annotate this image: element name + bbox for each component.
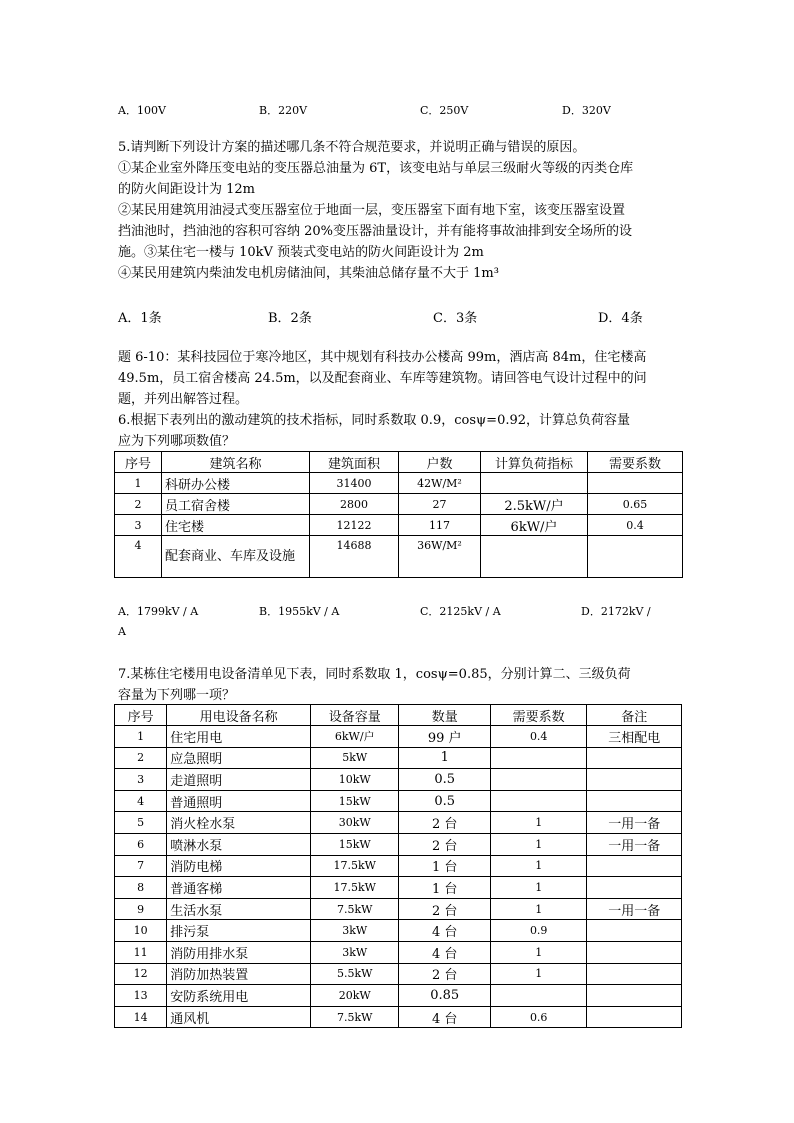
column-header: 备注 [587, 705, 682, 726]
table-cell: 员工宿舍楼 [162, 494, 310, 515]
table-cell [481, 473, 588, 494]
column-header: 需要系数 [490, 705, 587, 726]
option-a: A．1条 [118, 311, 162, 326]
table-row [115, 1006, 682, 1028]
table-row [115, 747, 682, 769]
table-cell [587, 941, 682, 963]
table-cell: 30kW [311, 812, 399, 834]
table-cell: 2 台 [399, 833, 490, 855]
table-cell: 4 台 [399, 920, 490, 942]
table-cell: 一用一备 [587, 898, 682, 920]
q5-options [118, 307, 678, 327]
table-row [115, 833, 682, 855]
table-row [115, 985, 682, 1007]
table-cell: 2 [115, 747, 167, 769]
table-cell [588, 473, 683, 494]
table-row [115, 769, 682, 791]
table-cell: 排污泵 [167, 920, 311, 942]
text-line: 题 6-10：某科技园位于寒冷地区，其中规划有科技办公楼高 99m，酒店高 84m，住宅楼高 [118, 350, 647, 365]
table-cell: 4 台 [399, 1006, 490, 1028]
text-line: 容量为下列哪一项？ [118, 688, 236, 703]
text-line: 5.请判断下列设计方案的描述哪几条不符合规范要求，并说明正确与错误的原因。 [118, 140, 586, 155]
text-line: 6.根据下表列出的激动建筑的技术指标，同时系数取 0.9，cosψ=0.92，计算总负荷容量 [118, 413, 631, 428]
table-cell: 99 户 [399, 726, 490, 748]
table-cell: 7.5kW [311, 1006, 399, 1028]
text-line: 应为下列哪项数值？ [118, 434, 236, 449]
table-cell: 喷淋水泵 [167, 833, 311, 855]
table-cell: 4 台 [399, 941, 490, 963]
table-cell [490, 747, 587, 769]
table-cell: 42W/M² [399, 473, 481, 494]
table-cell: 17.5kW [311, 855, 399, 877]
table-row [115, 898, 682, 920]
table-row [115, 494, 683, 515]
table-cell: 配套商业、车库及设施 [162, 536, 310, 578]
option-b: B．1955kV / A [259, 605, 340, 618]
table-cell: 5 [115, 812, 167, 834]
table-cell: 12122 [310, 515, 399, 536]
column-header: 户数 [399, 452, 481, 473]
text-line: 49.5m，员工宿舍楼高 24.5m，以及配套商业、车库等建筑物。请回答电气设计过程中的问 [118, 371, 647, 386]
text-line: 题，并列出解答过程。 [118, 392, 249, 407]
table-cell: 消火栓水泵 [167, 812, 311, 834]
table-cell [587, 877, 682, 899]
q6-options [118, 603, 678, 623]
table-cell: 1 [490, 898, 587, 920]
option-d-wrap: A [118, 625, 126, 638]
table-cell: 12 [115, 963, 167, 985]
table-cell: 31400 [310, 473, 399, 494]
table-cell: 17.5kW [311, 877, 399, 899]
option-c: C．3条 [433, 311, 478, 326]
table-row [115, 790, 682, 812]
option-c: C．2125kV / A [420, 605, 501, 618]
q7-question [118, 664, 683, 706]
table-cell: 8 [115, 877, 167, 899]
table-cell: 1 [490, 855, 587, 877]
column-header: 序号 [115, 705, 167, 726]
table-cell [587, 790, 682, 812]
table-cell [587, 769, 682, 791]
q6-options-wrap [118, 625, 678, 645]
q4-options [118, 102, 678, 122]
table-cell: 10kW [311, 769, 399, 791]
q6-question [118, 347, 683, 452]
table-cell: 1 台 [399, 855, 490, 877]
table-cell: 1 [115, 726, 167, 748]
table-cell: 3kW [311, 920, 399, 942]
text-line: 施。③某住宅一楼与 10kV 预装式变电站的防火间距设计为 2m [118, 245, 484, 260]
table-cell: 15kW [311, 790, 399, 812]
table-cell [587, 1006, 682, 1028]
table-cell [588, 536, 683, 578]
table-cell: 一用一备 [587, 812, 682, 834]
table-cell: 6 [115, 833, 167, 855]
table-cell: 1 [490, 812, 587, 834]
option-d: D．4条 [598, 311, 643, 326]
table-cell: 14 [115, 1006, 167, 1028]
table-cell: 0.4 [588, 515, 683, 536]
table-cell [587, 963, 682, 985]
table-cell: 普通照明 [167, 790, 311, 812]
table-cell: 住宅楼 [162, 515, 310, 536]
option-a: A．100V [118, 104, 166, 117]
option-d: D．2172kV / [581, 605, 651, 618]
table-cell: 2 台 [399, 898, 490, 920]
table-cell: 0.9 [490, 920, 587, 942]
table-cell [587, 985, 682, 1007]
text-line: 7.某栋住宅楼用电设备清单见下表，同时系数取 1，cosψ=0.85，分别计算二、三级负荷 [118, 667, 631, 682]
table-cell: 2.5kW/户 [481, 494, 588, 515]
table-cell [587, 747, 682, 769]
table-cell: 生活水泵 [167, 898, 311, 920]
q7-equipment-table [114, 704, 682, 1028]
column-header: 需要系数 [588, 452, 683, 473]
table-cell: 117 [399, 515, 481, 536]
q5-question [118, 137, 683, 284]
table-cell: 7 [115, 855, 167, 877]
table-cell: 3 [115, 769, 167, 791]
table-row [115, 536, 683, 578]
table-cell: 9 [115, 898, 167, 920]
table-row [115, 920, 682, 942]
table-cell: 科研办公楼 [162, 473, 310, 494]
table-row [115, 515, 683, 536]
table-cell: 1 [490, 941, 587, 963]
table-cell: 走道照明 [167, 769, 311, 791]
table-cell: 3kW [311, 941, 399, 963]
text-line: ②某民用建筑用油浸式变压器室位于地面一层，变压器室下面有地下室，该变压器室设置 [118, 203, 626, 218]
table-cell: 0.5 [399, 769, 490, 791]
table-row [115, 855, 682, 877]
table-cell: 20kW [311, 985, 399, 1007]
table-cell: 5kW [311, 747, 399, 769]
table-cell: 0.6 [490, 1006, 587, 1028]
table-cell: 消防加热装置 [167, 963, 311, 985]
table-cell: 消防电梯 [167, 855, 311, 877]
table-header-row [115, 452, 683, 473]
table-cell: 消防用排水泵 [167, 941, 311, 963]
table-row [115, 963, 682, 985]
table-cell: 13 [115, 985, 167, 1007]
table-cell: 2800 [310, 494, 399, 515]
table-cell: 通风机 [167, 1006, 311, 1028]
table-row [115, 877, 682, 899]
column-header: 序号 [115, 452, 162, 473]
option-a: A．1799kV / A [118, 605, 199, 618]
table-row [115, 473, 683, 494]
table-row [115, 726, 682, 748]
table-cell: 36W/M² [399, 536, 481, 578]
table-cell [490, 985, 587, 1007]
table-cell: 三相配电 [587, 726, 682, 748]
table-row [115, 941, 682, 963]
column-header: 建筑名称 [162, 452, 310, 473]
table-cell [587, 855, 682, 877]
column-header: 设备容量 [311, 705, 399, 726]
text-line: 的防火间距设计为 12m [118, 182, 256, 197]
table-cell: 6kW/户 [311, 726, 399, 748]
option-b: B．220V [259, 104, 308, 117]
option-d: D．320V [562, 104, 611, 117]
table-cell [490, 769, 587, 791]
table-row [115, 812, 682, 834]
table-cell: 14688 [310, 536, 399, 578]
table-cell: 11 [115, 941, 167, 963]
table-cell: 1 [490, 963, 587, 985]
table-cell: 1 [490, 833, 587, 855]
table-cell: 安防系统用电 [167, 985, 311, 1007]
table-cell: 5.5kW [311, 963, 399, 985]
table-cell [490, 790, 587, 812]
text-line: ④某民用建筑内柴油发电机房储油间，其柴油总储存量不大于 1m³ [118, 266, 499, 281]
column-header: 数量 [399, 705, 490, 726]
table-cell: 2 台 [399, 812, 490, 834]
column-header: 建筑面积 [310, 452, 399, 473]
table-cell: 6kW/户 [481, 515, 588, 536]
table-cell: 4 [115, 790, 167, 812]
table-cell: 1 [399, 747, 490, 769]
text-line: ①某企业室外降压变电站的变压器总油量为 6T，该变电站与单层三级耐火等级的丙类仓库 [118, 161, 634, 176]
table-cell [587, 920, 682, 942]
q6-building-table [114, 451, 683, 578]
table-header-row [115, 705, 682, 726]
table-cell: 1 台 [399, 877, 490, 899]
text-line: 挡油池时，挡油池的容积可容纳 20%变压器油量设计，并有能将事故油排到安全场所的设 [118, 224, 633, 239]
table-cell: 0.65 [588, 494, 683, 515]
table-cell: 10 [115, 920, 167, 942]
table-cell: 住宅用电 [167, 726, 311, 748]
table-cell: 2 [115, 494, 162, 515]
table-cell: 7.5kW [311, 898, 399, 920]
table-cell: 27 [399, 494, 481, 515]
table-cell: 2 台 [399, 963, 490, 985]
table-cell: 一用一备 [587, 833, 682, 855]
table-cell: 0.85 [399, 985, 490, 1007]
table-cell: 15kW [311, 833, 399, 855]
table-cell: 1 [115, 473, 162, 494]
table-cell: 1 [490, 877, 587, 899]
table-cell [481, 536, 588, 578]
option-b: B．2条 [268, 311, 312, 326]
table-cell: 普通客梯 [167, 877, 311, 899]
option-c: C．250V [420, 104, 469, 117]
table-cell: 0.5 [399, 790, 490, 812]
column-header: 用电设备名称 [167, 705, 311, 726]
table-cell: 4 [115, 536, 162, 578]
table-cell: 0.4 [490, 726, 587, 748]
table-cell: 3 [115, 515, 162, 536]
column-header: 计算负荷指标 [481, 452, 588, 473]
table-cell: 应急照明 [167, 747, 311, 769]
